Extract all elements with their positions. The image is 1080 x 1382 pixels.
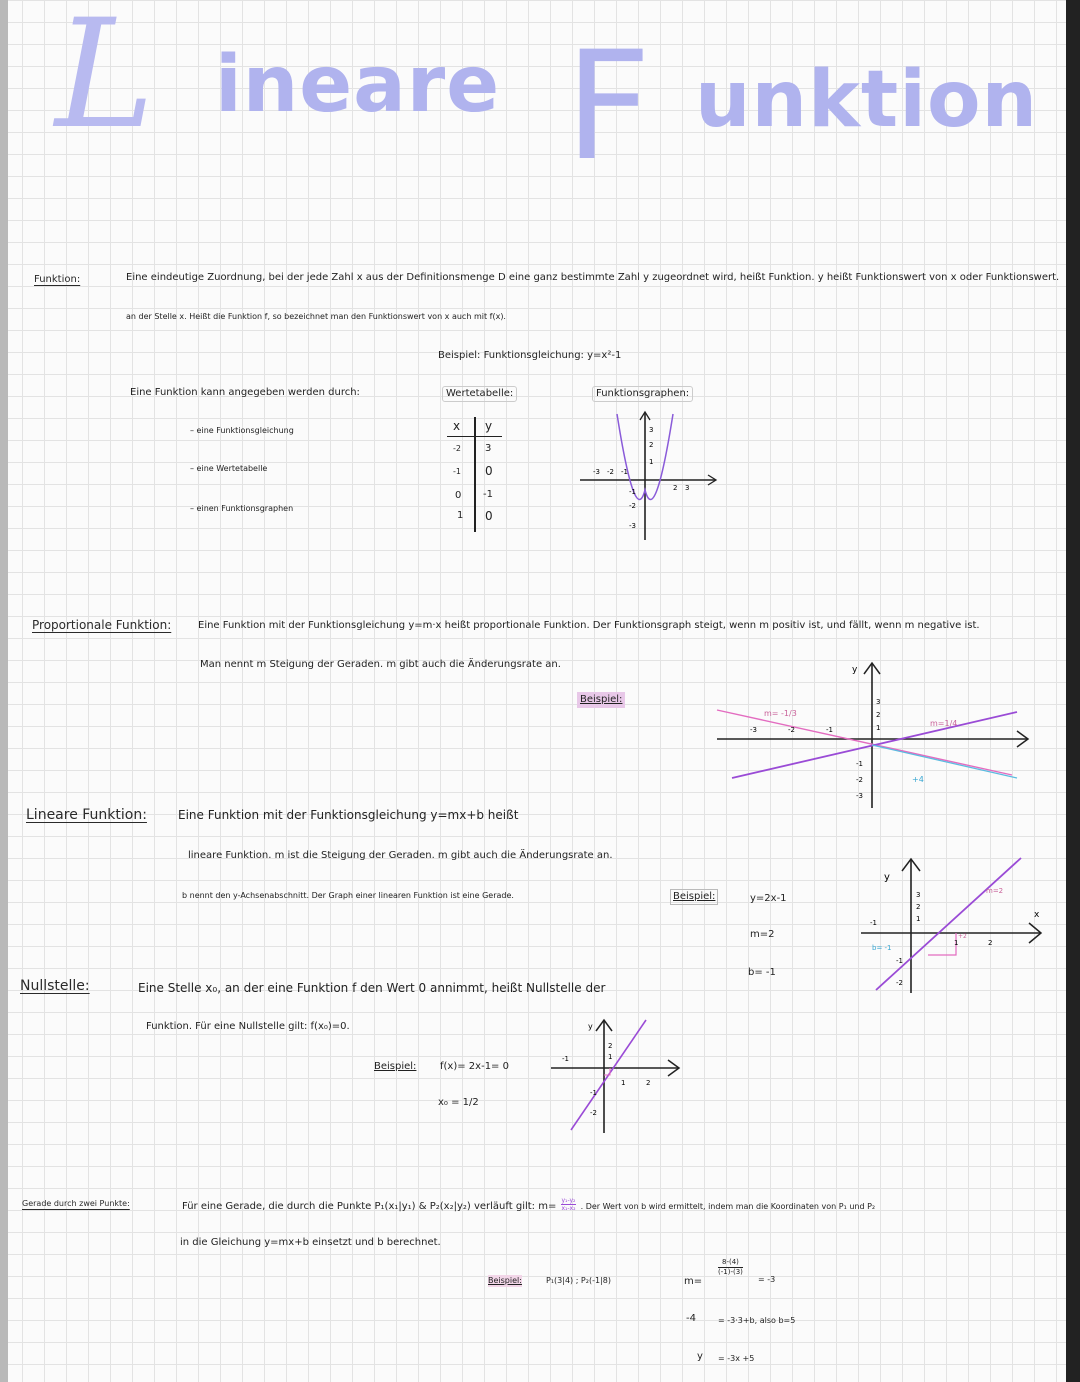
- table-cell: -1: [483, 489, 493, 500]
- slope-fraction-num: y₁-y₂: [561, 1197, 576, 1204]
- zwei-punkte-example: Beispiel:: [488, 1276, 522, 1285]
- m-result: = -3: [758, 1275, 776, 1284]
- title-rest-f: unktion: [695, 55, 1039, 145]
- left-edge: [0, 0, 8, 1382]
- right-edge: [1066, 0, 1080, 1382]
- table-cell: 1: [457, 510, 464, 521]
- label-b: b= -1: [872, 944, 892, 952]
- tick-label: -1: [621, 468, 628, 476]
- tick-label: 2: [673, 484, 678, 492]
- tick-label: 3: [685, 484, 690, 492]
- label-m-neg: m= -1/3: [764, 709, 797, 718]
- funktion-item-1: – eine Funktionsgleichung: [190, 426, 294, 435]
- line-m-neg: [717, 710, 1012, 775]
- zwei-punkte-text-2: in die Gleichung y=mx+b einsetzt und b berechnet.: [180, 1237, 441, 1248]
- slope-triangle: [872, 745, 1017, 778]
- nullstelle-example: Beispiel:: [374, 1061, 417, 1072]
- nullstelle-text-2: Funktion. Für eine Nullstelle gilt: f(x₀)=0.: [146, 1021, 350, 1032]
- tick-label: 2: [988, 939, 993, 947]
- nullstelle-eq: f(x)= 2x-1= 0: [440, 1061, 509, 1072]
- funktion-heading: Funktion:: [34, 274, 81, 285]
- tick-label: -1: [826, 726, 833, 734]
- zwei-punkte-text-1: Für eine Gerade, die durch die Punkte P₁(x₁|y₁) & P₂(x₂|y₂) verläuft gilt: m=: [182, 1201, 557, 1212]
- tick-label: 2: [916, 903, 921, 911]
- tick-label: -1: [856, 760, 863, 768]
- label-y: y: [588, 1022, 593, 1031]
- tick-label: -3: [750, 726, 757, 734]
- zwei-punkte-line-1: [182, 1194, 875, 1214]
- zwei-punkte-points: P₁(3|4) ; P₂(-1|8): [546, 1276, 611, 1285]
- slope-triangle: [928, 933, 959, 955]
- slope-fraction-den: x₁-x₂: [561, 1205, 576, 1212]
- zwei-punkte-text-1b: . Der Wert von b wird ermittelt, indem man die Koordinaten von P₁ und P₂: [580, 1202, 876, 1211]
- wertetabelle-title: Wertetabelle:: [442, 386, 517, 402]
- step-left: -4: [686, 1313, 696, 1324]
- table-vline: [474, 417, 476, 532]
- m-fraction-den: (-1)-(3): [718, 1268, 743, 1276]
- title-letter-f: F: [565, 20, 653, 194]
- tick-label: 1: [621, 1079, 626, 1087]
- table-cell: 0: [485, 464, 493, 478]
- table-cell: -1: [453, 467, 461, 476]
- tick-label: 3: [876, 698, 881, 706]
- tick-label: 2: [876, 711, 881, 719]
- proportional-graph: [712, 660, 1042, 810]
- title-letter-l: L: [55, 0, 156, 162]
- table-cell: 0: [485, 509, 493, 523]
- y-left: y: [697, 1351, 703, 1362]
- nullstelle-graph: [546, 1015, 686, 1135]
- funktion-item-3-text: einen Funktionsgraphen: [196, 504, 294, 513]
- final-equation: = -3x +5: [718, 1354, 755, 1363]
- funktionsgraph-title: Funktionsgraphen:: [592, 386, 693, 402]
- funktion-intro: Eine Funktion kann angegeben werden durch:: [130, 387, 360, 398]
- funktion-item-3: – einen Funktionsgraphen: [190, 504, 294, 513]
- slope-fraction: [561, 1197, 575, 1212]
- tick-label: 3: [649, 426, 654, 434]
- funktion-definition-1: Eine eindeutige Zuordnung, bei der jede Zahl x aus der Definitionsmenge D eine ganz bestimmte Zahl y zugeordnet wird, heißt Funktion. y heißt Funktionswert von x oder Funktionswert.: [126, 272, 1060, 283]
- tick-label: 1: [649, 458, 654, 466]
- tick-label: 2: [646, 1079, 651, 1087]
- table-header-y: y: [485, 419, 493, 433]
- linear-text-3: b nennt den y-Achsenabschnitt. Der Graph einer linearen Funktion ist eine Gerade.: [182, 891, 514, 900]
- linear-b: b= -1: [748, 967, 776, 978]
- tick-label: -2: [788, 726, 795, 734]
- tick-label: -1: [590, 1089, 597, 1097]
- m-fraction-num: 8-(4): [718, 1258, 743, 1268]
- label-step: +2: [958, 933, 967, 940]
- label-y: y: [884, 872, 890, 883]
- table-cell: 0: [455, 490, 462, 501]
- title-rest-l: ineare: [215, 40, 501, 130]
- tick-label: -1: [562, 1055, 569, 1063]
- table-cell: 3: [485, 443, 492, 454]
- werte-tabelle: [445, 415, 505, 535]
- b-step: = -3·3+b, also b=5: [718, 1316, 796, 1325]
- funktion-item-1-text: eine Funktionsgleichung: [196, 426, 294, 435]
- tick-label: -1: [870, 919, 877, 927]
- tick-label: -2: [856, 776, 863, 784]
- linear-text-2: lineare Funktion. m ist die Steigung der Geraden. m gibt auch die Änderungsrate an.: [188, 850, 613, 861]
- label-y: y: [852, 665, 858, 675]
- tick-label: -2: [607, 468, 614, 476]
- tick-label: 1: [608, 1053, 613, 1061]
- funktion-item-2: – eine Wertetabelle: [190, 464, 268, 473]
- linear-graph: [856, 855, 1051, 995]
- nullstelle-result: x₀ = 1/2: [438, 1097, 479, 1108]
- nullstelle-text-1: Eine Stelle x₀, an der eine Funktion f den Wert 0 annimmt, heißt Nullstelle der: [138, 981, 606, 995]
- tick-label: -1: [629, 488, 636, 496]
- proportional-text-1: Eine Funktion mit der Funktionsgleichung y=m·x heißt proportionale Funktion. Der Funktionsgraph steigt, wenn m positiv ist, und fällt, wenn m negative ist.: [198, 620, 980, 631]
- funktion-item-2-text: eine Wertetabelle: [196, 464, 268, 473]
- tick-label: -1: [896, 957, 903, 965]
- zwei-punkte-heading: Gerade durch zwei Punkte:: [22, 1199, 130, 1208]
- tick-label: -3: [629, 522, 636, 530]
- proportional-example: Beispiel:: [577, 692, 625, 708]
- nullstelle-heading: Nullstelle:: [20, 978, 90, 994]
- tick-label: -2: [590, 1109, 597, 1117]
- line-graph: [876, 858, 1021, 990]
- label-m-pos: m=1/4: [930, 719, 958, 728]
- m-fraction: [718, 1258, 743, 1277]
- tick-label: 2: [649, 441, 654, 449]
- funktion-definition-2: an der Stelle x. Heißt die Funktion f, so bezeichnet man den Funktionswert von x auch mit f(x).: [126, 312, 506, 321]
- label-m: m=2: [986, 887, 1004, 895]
- tick-label: 2: [608, 1042, 613, 1050]
- linear-eq: y=2x-1: [750, 893, 787, 904]
- tick-label: 1: [954, 939, 959, 947]
- linear-m: m=2: [750, 929, 775, 940]
- funktion-example-label: Beispiel: Funktionsgleichung: y=x²-1: [438, 350, 622, 361]
- table-header-x: x: [453, 419, 461, 433]
- label-x: x: [1034, 910, 1040, 920]
- parabola-graph: [575, 408, 725, 543]
- tick-label: -2: [629, 502, 636, 510]
- label-plus4: +4: [912, 775, 924, 784]
- tick-label: 3: [916, 891, 921, 899]
- linear-example: Beispiel:: [670, 889, 718, 905]
- tick-label: 1: [916, 915, 921, 923]
- tick-label: -3: [856, 792, 863, 800]
- m-label: m=: [684, 1276, 703, 1287]
- linear-text-1: Eine Funktion mit der Funktionsgleichung y=mx+b heißt: [178, 808, 519, 822]
- tick-label: 1: [876, 724, 881, 732]
- table-hline: [447, 436, 502, 437]
- linear-heading: Lineare Funktion:: [26, 807, 147, 823]
- proportional-heading: Proportionale Funktion:: [32, 618, 172, 632]
- table-cell: -2: [453, 444, 461, 453]
- proportional-text-2: Man nennt m Steigung der Geraden. m gibt auch die Änderungsrate an.: [200, 659, 561, 670]
- tick-label: -3: [593, 468, 600, 476]
- tick-label: -2: [896, 979, 903, 987]
